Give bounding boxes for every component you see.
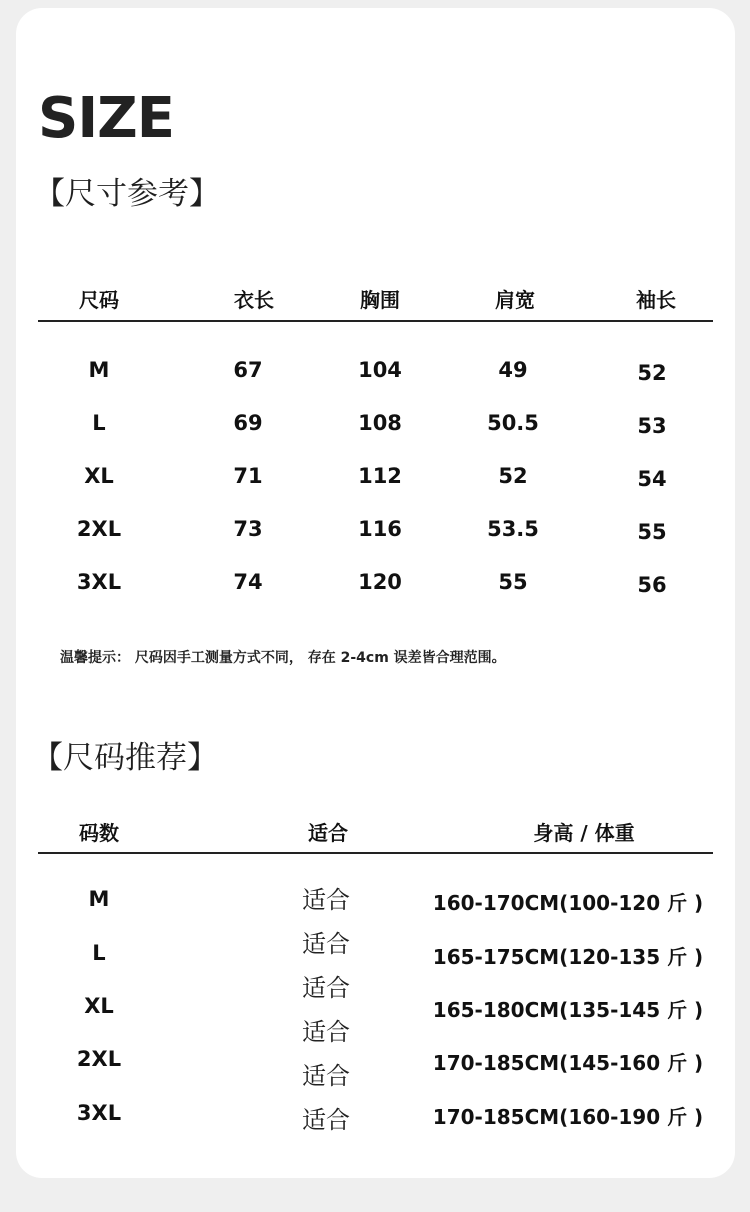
table-cell: 55 xyxy=(637,520,667,544)
size-chart-title: 【尺寸参考】 xyxy=(34,176,220,212)
table-cell: 73 xyxy=(233,517,263,541)
table-cell: L xyxy=(92,411,106,435)
header-shoulder: 肩宽 xyxy=(495,288,535,312)
size-chart-divider xyxy=(38,320,713,322)
fit-label: 适合 xyxy=(302,886,350,914)
header-length: 衣长 xyxy=(234,288,274,312)
table-cell: 112 xyxy=(358,464,402,488)
table-cell: 3XL xyxy=(76,570,122,594)
table-cell: 53.5 xyxy=(487,517,539,541)
page-title: SIZE xyxy=(38,86,175,151)
table-cell: 56 xyxy=(637,573,667,597)
table-cell: 116 xyxy=(358,517,402,541)
fit-label: 适合 xyxy=(302,930,350,958)
table-cell: 52 xyxy=(637,361,667,385)
table-cell: 74 xyxy=(233,570,263,594)
table-cell: 69 xyxy=(233,411,263,435)
table-cell: 49 xyxy=(498,358,528,382)
header-height-weight: 身高 / 体重 xyxy=(533,821,635,845)
table-cell: 50.5 xyxy=(487,411,539,435)
table-cell: 108 xyxy=(358,411,402,435)
fit-label: 适合 xyxy=(302,1062,350,1090)
table-cell: 54 xyxy=(637,467,667,491)
recommend-size: XL xyxy=(84,994,114,1018)
table-cell: 71 xyxy=(233,464,263,488)
table-cell: XL xyxy=(84,464,114,488)
header-chest: 胸围 xyxy=(360,288,400,312)
recommend-size: 3XL xyxy=(76,1101,122,1125)
height-weight-range: 165-175CM(120-135 斤 ) xyxy=(432,945,704,969)
table-cell: 55 xyxy=(498,570,528,594)
header-size: 尺码 xyxy=(79,288,119,312)
table-cell: 53 xyxy=(637,414,667,438)
table-cell: 52 xyxy=(498,464,528,488)
recommend-divider xyxy=(38,852,713,854)
height-weight-range: 160-170CM(100-120 斤 ) xyxy=(432,891,704,915)
table-cell: 104 xyxy=(358,358,402,382)
table-cell: 120 xyxy=(358,570,402,594)
recommend-size: L xyxy=(92,941,106,965)
height-weight-range: 165-180CM(135-145 斤 ) xyxy=(432,998,704,1022)
measurement-note: 温馨提示： 尺码因手工测量方式不同， 存在 2-4cm 误差皆合理范围。 xyxy=(60,650,506,666)
table-cell: M xyxy=(88,358,110,382)
header-sleeve: 袖长 xyxy=(636,288,676,312)
header-fit: 适合 xyxy=(308,821,348,845)
recommend-title: 【尺码推荐】 xyxy=(32,740,218,776)
table-cell: 67 xyxy=(233,358,263,382)
fit-label: 适合 xyxy=(302,974,350,1002)
header-size-code: 码数 xyxy=(79,821,119,845)
fit-label: 适合 xyxy=(302,1106,350,1134)
height-weight-range: 170-185CM(145-160 斤 ) xyxy=(432,1051,704,1075)
recommend-size: M xyxy=(88,887,110,911)
fit-label: 适合 xyxy=(302,1018,350,1046)
recommend-size: 2XL xyxy=(76,1047,122,1071)
height-weight-range: 170-185CM(160-190 斤 ) xyxy=(432,1105,704,1129)
table-cell: 2XL xyxy=(76,517,122,541)
